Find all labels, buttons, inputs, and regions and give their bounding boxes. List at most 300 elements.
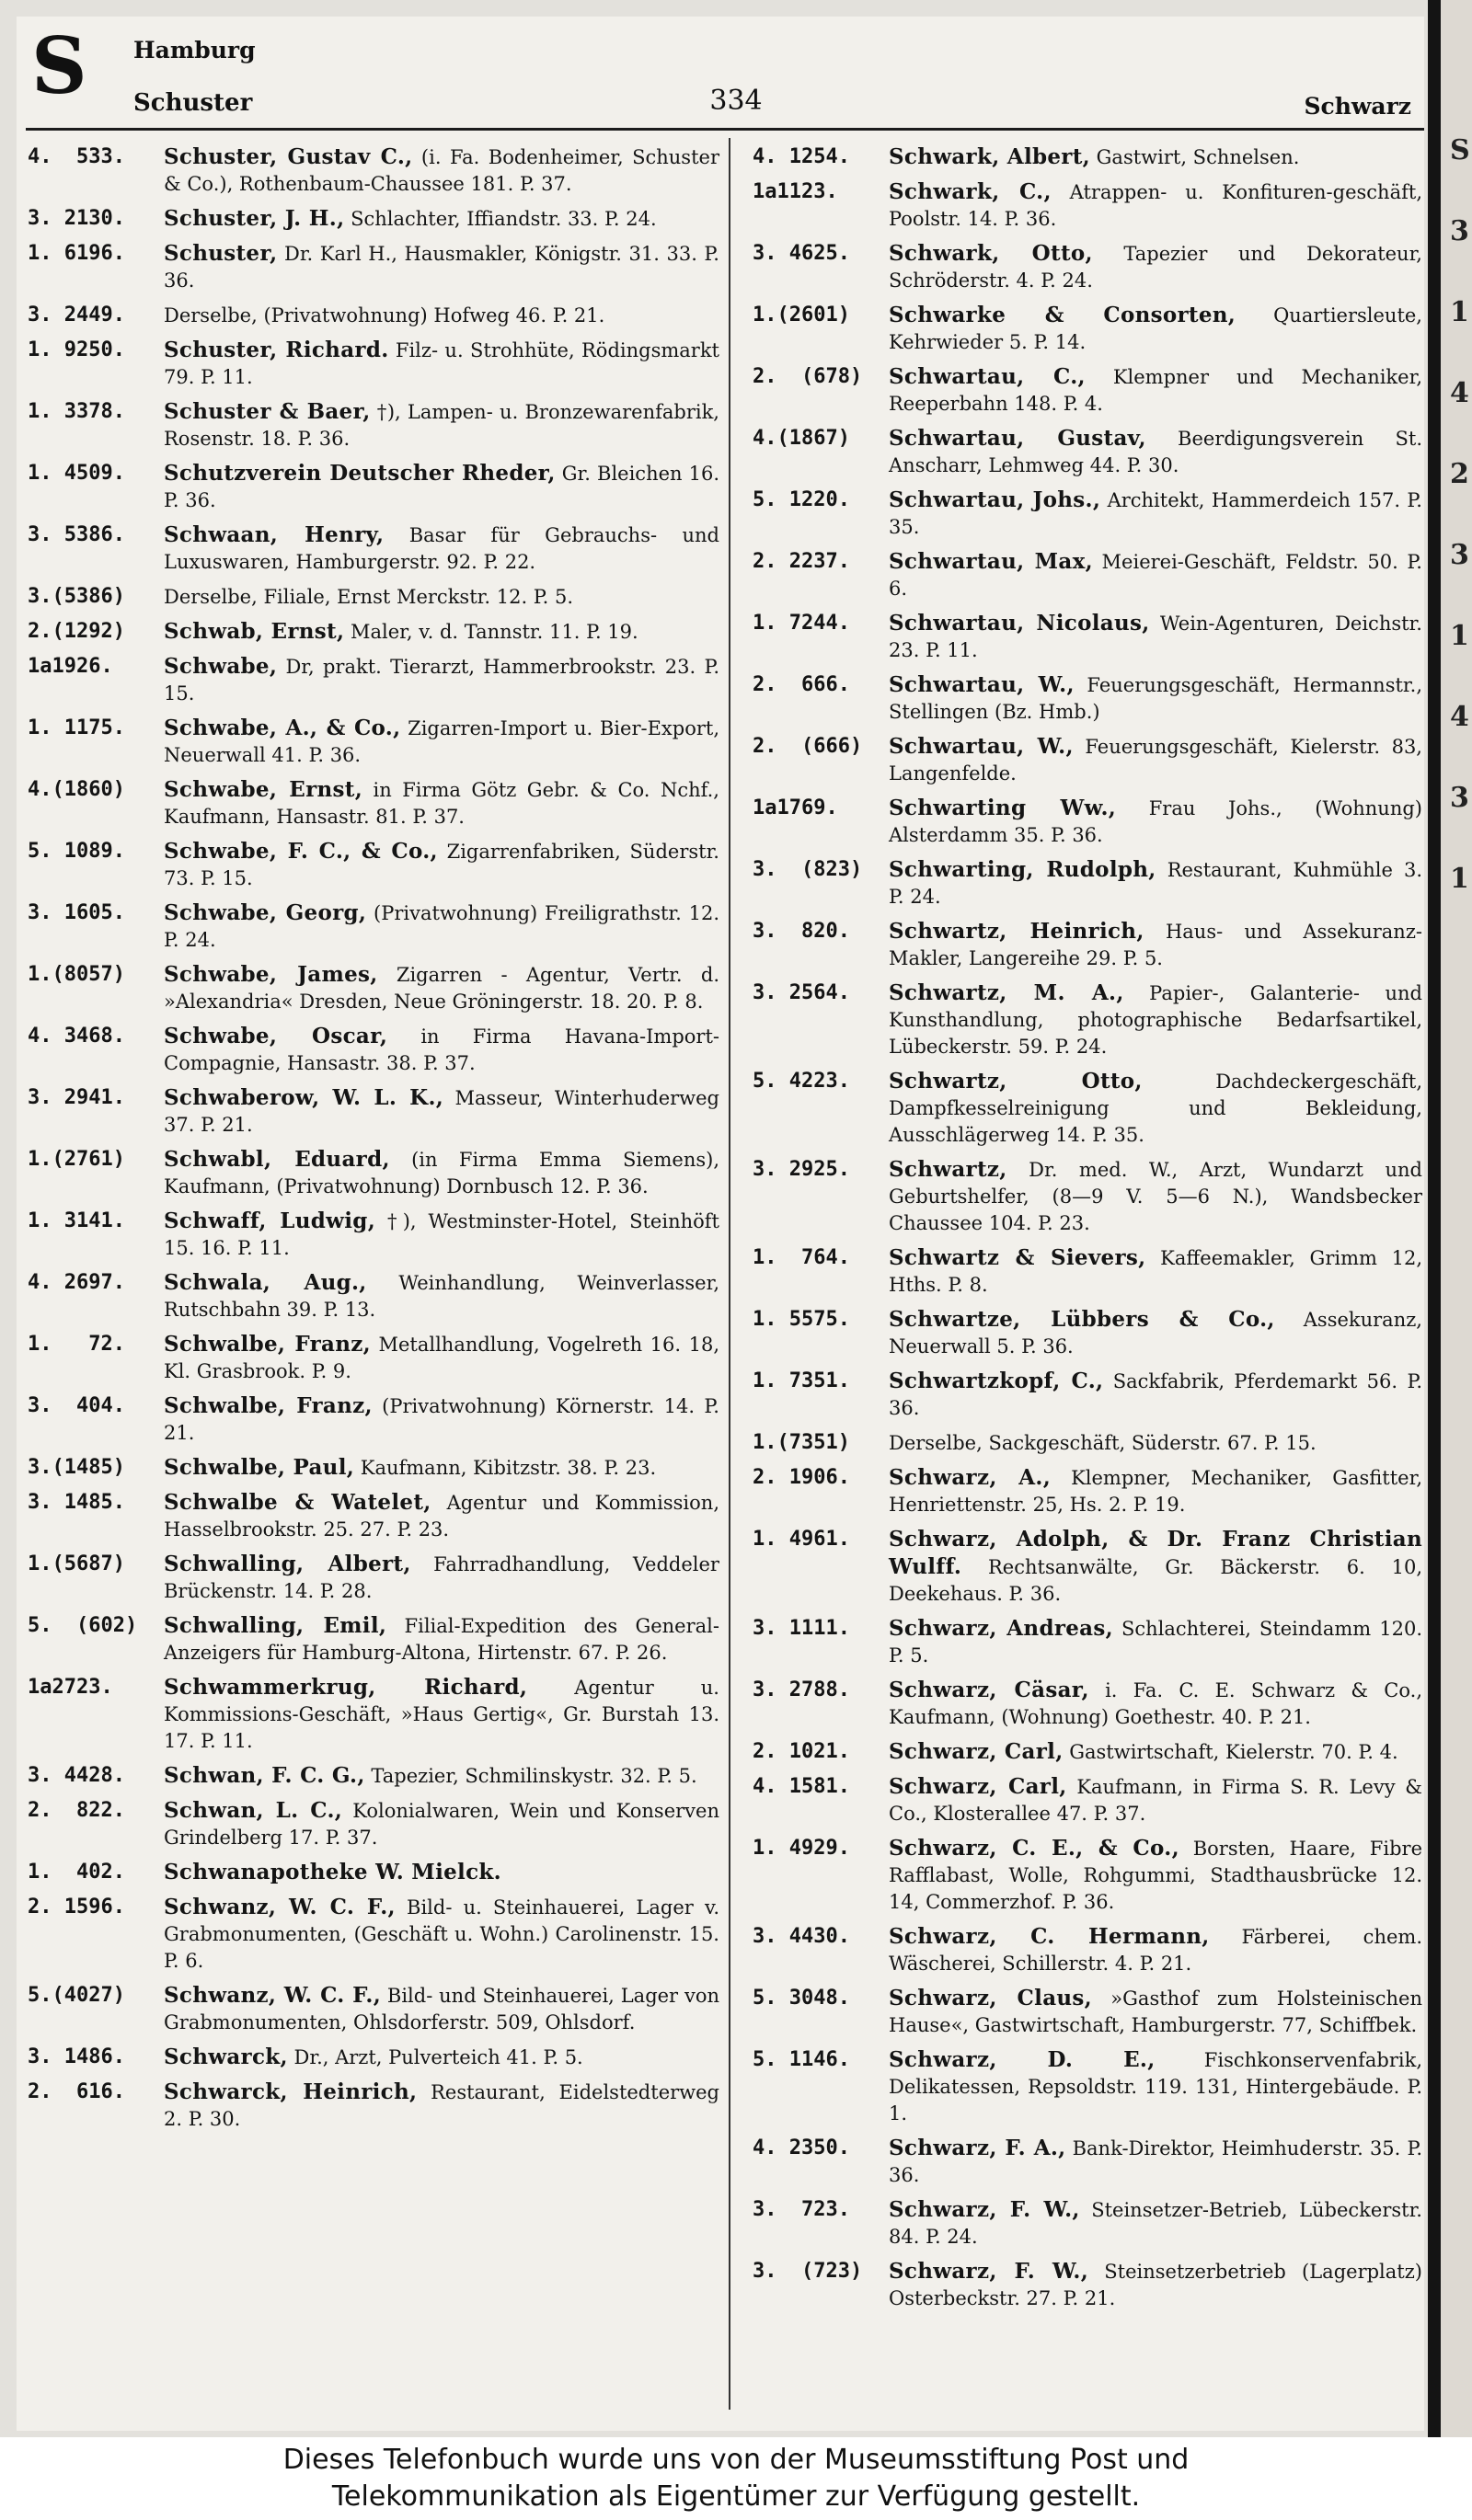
directory-entry <box>28 618 719 646</box>
header-city: Hamburg <box>133 37 256 63</box>
entry-body <box>164 1269 719 1323</box>
entry-body <box>889 1244 1422 1299</box>
phone-number: 4.(1860) <box>28 778 125 801</box>
subscriber-name: Schwarz, A., <box>889 1465 1052 1490</box>
directory-entry <box>28 1612 719 1667</box>
subscriber-details: Sackfabrik, Pferdemarkt 56. P. 36. <box>889 1370 1422 1419</box>
subscriber-details: Bild- und Steinhauerei, Lager von Grabmonumenten, Ohlsdorferstr. 509, Ohlsdorf. <box>164 1985 719 2033</box>
subscriber-details: Kaufmann, in Firma S. R. Levy & Co., Klosterallee 47. P. 37. <box>889 1776 1423 1825</box>
subscriber-name: Schwarz, F. W., <box>889 2197 1080 2222</box>
entry-body <box>889 2135 1422 2189</box>
subscriber-details: Bank-Direktor, Heimhuderstr. 35. P. 36. <box>889 2137 1422 2186</box>
directory-entry <box>753 1738 1422 1766</box>
directory-entry <box>28 583 719 611</box>
phone-number: 1. 3378. <box>28 400 125 423</box>
entry-body <box>164 2079 719 2133</box>
subscriber-details: Basar für Gebrauchs- und Luxuswaren, Hamburgerstr. 92. P. 22. <box>164 524 719 573</box>
subscriber-name: Schwartau, Gustav, <box>889 426 1146 451</box>
subscriber-details: Papier-, Galanterie- und Kunsthandlung, photographische Bedarfsartikel, Lübeckerstr. 59. P. 24. <box>889 982 1422 1058</box>
entry-body <box>164 1762 719 1790</box>
subscriber-name: Schwartz, M. A., <box>889 980 1124 1005</box>
directory-entry <box>28 961 719 1015</box>
subscriber-details: Filz- u. Strohhüte, Rödingsmarkt 79. P. 11. <box>164 339 719 388</box>
entry-body <box>164 1331 719 1385</box>
directory-entry <box>28 1797 719 1851</box>
entry-body <box>889 1429 1422 1457</box>
header-rule <box>26 128 1424 131</box>
subscriber-details: Rechtsanwälte, Gr. Bäckerstr. 6. 10, Deekehaus. P. 36. <box>889 1556 1422 1605</box>
phone-number: 3. 2941. <box>28 1086 125 1109</box>
subscriber-details: Borsten, Haare, Fibre Rafflabast, Wolle, Rohgummi, Stadthausbrücke 12. 14, Commerzhof. P. 36. <box>889 1838 1422 1913</box>
left-column <box>28 143 719 2140</box>
subscriber-name: Schwarting Ww., <box>889 796 1117 820</box>
entry-body <box>164 1551 719 1605</box>
subscriber-name: Schuster, Richard. <box>164 338 389 362</box>
subscriber-details: Derselbe, Sackgeschäft, Süderstr. 67. P. 15. <box>889 1432 1317 1454</box>
column-divider <box>729 138 730 2410</box>
directory-entry <box>753 2196 1422 2251</box>
subscriber-name: Schwanz, W. C. F., <box>164 1895 396 1919</box>
phone-number: 2. 1906. <box>753 1466 850 1489</box>
directory-entry <box>28 1023 719 1077</box>
subscriber-name: Schwarck, <box>164 2045 288 2069</box>
entry-body <box>164 1208 719 1262</box>
entry-body <box>889 2046 1422 2127</box>
subscriber-details: Assekuranz, Neuerwall 5. P. 36. <box>889 1309 1422 1357</box>
subscriber-name: Schwark, Otto, <box>889 241 1093 266</box>
subscriber-details: (Privatwohnung) Körnerstr. 14. P. 21. <box>164 1395 719 1444</box>
subscriber-details: (in Firma Emma Siemens), Kaufmann, (Privatwohnung) Dornbusch 12. P. 36. <box>164 1149 719 1197</box>
subscriber-name: Schwalling, Emil, <box>164 1613 387 1638</box>
subscriber-details: Atrappen- u. Konfituren-geschäft, Poolstr. 14. P. 36. <box>889 181 1422 230</box>
subscriber-name: Schwabe, Oscar, <box>164 1024 388 1048</box>
subscriber-details: Gastwirt, Schnelsen. <box>1096 146 1300 168</box>
directory-entry <box>753 1156 1422 1237</box>
subscriber-details: Derselbe, Filiale, Ernst Merckstr. 12. P. 5. <box>164 586 574 608</box>
directory-entry <box>28 1859 719 1886</box>
subscriber-details: Metallhandlung, Vogelreth 16. 18, Kl. Grasbrook. P. 9. <box>164 1334 720 1382</box>
phone-number: 2. 1596. <box>28 1896 125 1919</box>
directory-entry <box>28 1208 719 1262</box>
directory-entry <box>753 856 1422 911</box>
entry-body <box>889 1156 1422 1237</box>
entry-body <box>164 337 719 391</box>
subscriber-name: Schwabe, Georg, <box>164 900 367 925</box>
subscriber-details: Dachdeckergeschäft, Dampfkesselreinigung und Bekleidung, Ausschlägerweg 14. P. 35. <box>889 1071 1422 1146</box>
subscriber-details: Restaurant, Eidelstedterweg 2. P. 30. <box>164 2081 719 2130</box>
phone-number: 1.(2601) <box>753 304 850 326</box>
entry-body <box>164 1146 719 1200</box>
entry-body <box>164 1454 719 1482</box>
subscriber-name: Schwan, L. C., <box>164 1798 343 1823</box>
phone-number: 2. 616. <box>28 2080 125 2103</box>
subscriber-details: Dr. med. W., Arzt, Wundarzt und Geburtshelfer, (8—9 V. 5—6 N.), Wandsbecker Chaussee 104. P. 23. <box>889 1159 1422 1234</box>
directory-entry <box>28 2079 719 2133</box>
directory-entry <box>28 1146 719 1200</box>
entry-body <box>889 487 1422 541</box>
subscriber-name: Schwalling, Albert, <box>164 1552 411 1576</box>
subscriber-name: Schwarz, Andreas, <box>889 1616 1113 1641</box>
subscriber-name: Schwartau, C., <box>889 364 1086 389</box>
phone-number: 3.(1485) <box>28 1456 125 1479</box>
directory-entry <box>753 178 1422 233</box>
subscriber-name: Schwarz, Adolph, & Dr. Franz Christian Wulff. <box>889 1527 1422 1579</box>
phone-number: 3. 723. <box>753 2198 850 2221</box>
phone-number: 4.(1867) <box>753 427 850 450</box>
subscriber-name: Schwarz, F. A., <box>889 2136 1066 2160</box>
phone-number: 3. (723) <box>753 2260 863 2283</box>
phone-number: 1. 3141. <box>28 1209 125 1232</box>
subscriber-name: Schwarting, Rudolph, <box>889 857 1156 882</box>
directory-entry <box>28 1551 719 1605</box>
entry-body <box>164 1612 719 1667</box>
directory-entry <box>28 1982 719 2036</box>
phone-number: 5. 1089. <box>28 840 125 863</box>
subscriber-name: Schwarz, F. W., <box>889 2259 1089 2284</box>
directory-entry <box>753 1773 1422 1827</box>
subscriber-details: Meierei-Geschäft, Feldstr. 50. P. 6. <box>889 551 1422 600</box>
entry-body <box>164 398 719 452</box>
phone-number: 1a1123. <box>753 180 838 203</box>
phone-number: 3. 1485. <box>28 1491 125 1514</box>
entry-body <box>889 856 1422 911</box>
directory-entry <box>753 671 1422 726</box>
subscriber-details: Masseur, Winterhuderweg 37. P. 21. <box>164 1087 720 1136</box>
entry-body <box>164 1859 719 1886</box>
directory-entry <box>753 487 1422 541</box>
subscriber-details: Kolonialwaren, Wein und Konserven Grindelberg 17. P. 37. <box>164 1800 719 1849</box>
entry-body <box>164 143 719 198</box>
subscriber-details: Feuerungsgeschäft, Hermannstr., Stellingen (Bz. Hmb.) <box>889 674 1422 723</box>
phone-number: 4. 533. <box>28 145 125 168</box>
phone-number: 2. (678) <box>753 365 863 388</box>
entry-body <box>889 425 1422 479</box>
directory-entry <box>753 795 1422 849</box>
directory-entry <box>753 363 1422 418</box>
phone-number: 4. 1254. <box>753 145 850 168</box>
entry-body <box>889 143 1422 171</box>
directory-entry <box>753 1615 1422 1669</box>
directory-entry <box>753 733 1422 787</box>
subscriber-details: »Gasthof zum Holsteinischen Hause«, Gastwirtschaft, Hamburgerstr. 77, Schiffbek. <box>889 1987 1422 2036</box>
directory-entry <box>753 2258 1422 2312</box>
subscriber-name: Schwarke & Consorten, <box>889 303 1236 327</box>
entry-body <box>889 2258 1422 2312</box>
subscriber-name: Schwartau, Max, <box>889 549 1093 574</box>
phone-number: 1a1926. <box>28 655 113 678</box>
directory-entry <box>28 653 719 707</box>
subscriber-name: Schwabe, <box>164 654 278 679</box>
entry-body <box>164 1023 719 1077</box>
directory-entry <box>28 1674 719 1755</box>
phone-number: 3. (823) <box>753 858 863 881</box>
phone-number: 1. 4929. <box>753 1837 850 1860</box>
subscriber-details: (i. Fa. Bodenheimer, Schuster & Co.), Rothenbaum-Chaussee 181. P. 37. <box>164 146 719 195</box>
subscriber-name: Schwalbe, Franz, <box>164 1332 371 1357</box>
entry-body <box>889 795 1422 849</box>
phone-number: 1a1769. <box>753 796 838 819</box>
entry-body <box>164 961 719 1015</box>
subscriber-details: in Firma Götz Gebr. & Co. Nchf., Kaufmann, Hansastr. 81. P. 37. <box>164 779 719 828</box>
directory-entry <box>753 610 1422 664</box>
entry-body <box>164 205 719 233</box>
entry-body <box>889 979 1422 1060</box>
subscriber-details: Färberei, chem. Wäscherei, Schillerstr. 4. P. 21. <box>889 1926 1422 1975</box>
directory-entry <box>28 1489 719 1543</box>
subscriber-name: Schwanz, W. C. F., <box>164 1983 382 2008</box>
phone-number: 2. 666. <box>753 673 850 696</box>
subscriber-name: Schwartau, Nicolaus, <box>889 611 1150 636</box>
subscriber-details: Frau Johs., (Wohnung) Alsterdamm 35. P. 36. <box>889 797 1422 846</box>
directory-entry <box>753 302 1422 356</box>
phone-number: 1. 7244. <box>753 612 850 635</box>
subscriber-details: Agentur und Kommission, Hasselbrookstr. 25. 27. P. 23. <box>164 1492 719 1541</box>
subscriber-name: Schwabe, A., & Co., <box>164 716 401 740</box>
subscriber-details: Fahrradhandlung, Veddeler Brückenstr. 14. P. 28. <box>164 1553 719 1602</box>
phone-number: 3. 820. <box>753 920 850 943</box>
phone-number: 2. 1021. <box>753 1740 850 1763</box>
phone-number: 2. 2237. <box>753 550 850 573</box>
directory-entry <box>28 460 719 514</box>
phone-number: 5. 4223. <box>753 1070 850 1093</box>
phone-number: 1.(2761) <box>28 1148 125 1171</box>
phone-number: 3. 5386. <box>28 523 125 546</box>
subscriber-details: Dr, prakt. Tierarzt, Hammerbrookstr. 23. P. 15. <box>164 656 719 704</box>
directory-entry <box>28 776 719 830</box>
entry-body <box>889 178 1422 233</box>
directory-entry <box>28 1269 719 1323</box>
entry-body <box>164 1982 719 2036</box>
entry-body <box>164 521 719 576</box>
subscriber-details: Klempner und Mechaniker, Reeperbahn 148. P. 4. <box>889 366 1422 415</box>
directory-entry <box>28 1894 719 1975</box>
book-spine <box>1428 0 1441 2437</box>
phone-number: 1.(7351) <box>753 1431 850 1454</box>
phone-number: 2. 822. <box>28 1799 125 1822</box>
subscriber-name: Schwartz, <box>889 1157 1007 1182</box>
subscriber-name: Schwartz, Otto, <box>889 1069 1143 1094</box>
phone-number: 1. 7351. <box>753 1369 850 1392</box>
entry-body <box>889 363 1422 418</box>
entry-body <box>164 776 719 830</box>
subscriber-details: Klempner, Mechaniker, Gasfitter, Henriettenstr. 25, Hs. 2. P. 19. <box>889 1467 1422 1516</box>
phone-number: 3.(5386) <box>28 585 125 608</box>
entry-body <box>164 715 719 769</box>
directory-entry <box>753 2046 1422 2127</box>
phone-number: 3. 4625. <box>753 242 850 265</box>
subscriber-name: Schwarz, Carl, <box>889 1739 1064 1764</box>
subscriber-name: Schwalbe, Paul, <box>164 1455 355 1480</box>
directory-entry <box>753 1244 1422 1299</box>
subscriber-details: Kaffeemakler, Grimm 12, Hths. P. 8. <box>889 1247 1423 1296</box>
phone-number: 1. 4509. <box>28 462 125 485</box>
entry-body <box>889 1615 1422 1669</box>
directory-entry <box>28 838 719 892</box>
directory-entry <box>753 548 1422 602</box>
subscriber-name: Schwarz, D. E., <box>889 2047 1156 2072</box>
phone-number: 1. 6196. <box>28 242 125 265</box>
subscriber-details: †), Westminster-Hotel, Steinhöft 15. 16. P. 11. <box>164 1210 719 1259</box>
directory-entry <box>753 1677 1422 1731</box>
subscriber-details: i. Fa. C. E. Schwarz & Co., Kaufmann, (Wohnung) Goethestr. 40. P. 21. <box>889 1679 1422 1728</box>
phone-number: 5.(4027) <box>28 1984 125 2007</box>
subscriber-name: Schwarck, Heinrich, <box>164 2079 418 2104</box>
entry-body <box>889 1068 1422 1149</box>
subscriber-name: Schwalbe & Watelet, <box>164 1490 431 1515</box>
subscriber-details: Filial-Expedition des General-Anzeigers für Hamburg-Altona, Hirtenstr. 67. P. 26. <box>164 1615 719 1664</box>
right-column <box>753 143 1422 2320</box>
subscriber-details: Restaurant, Kuhmühle 3. P. 24. <box>889 859 1422 908</box>
subscriber-details: Tapezier, Schmilinskystr. 32. P. 5. <box>371 1765 697 1787</box>
footer-line-2: Telekommunikation als Eigentümer zur Verfügung gestellt. <box>331 2480 1141 2513</box>
subscriber-details: Dr. Karl H., Hausmakler, Königstr. 31. 33. P. 36. <box>164 243 719 292</box>
directory-entry <box>28 1392 719 1447</box>
entry-body <box>889 918 1422 972</box>
phone-number: 5. 1220. <box>753 488 850 511</box>
entry-body <box>889 1923 1422 1977</box>
subscriber-name: Schwab, Ernst, <box>164 619 345 644</box>
phone-number: 4. 3468. <box>28 1025 125 1048</box>
subscriber-details: Tapezier und Dekorateur, Schröderstr. 4. P. 24. <box>889 243 1422 292</box>
entry-body <box>164 899 719 954</box>
subscriber-details: Bild- u. Steinhauerei, Lager v. Grabmonumenten, (Geschäft u. Wohn.) Carolinenstr. 15. P. 6. <box>164 1896 719 1972</box>
entry-body <box>889 548 1422 602</box>
subscriber-name: Schwarz, C. Hermann, <box>889 1924 1210 1949</box>
phone-number: 3. 4430. <box>753 1925 850 1948</box>
subscriber-name: Schwark, Albert, <box>889 144 1090 169</box>
directory-entry <box>28 1454 719 1482</box>
entry-body <box>889 240 1422 294</box>
header-last-name: Schwarz <box>1304 93 1411 120</box>
entry-body <box>164 2044 719 2071</box>
subscriber-name: Schwartau, W., <box>889 734 1074 759</box>
subscriber-name: Schwarz, Carl, <box>889 1774 1067 1799</box>
entry-body <box>889 1526 1422 1608</box>
entry-body <box>889 1464 1422 1518</box>
entry-body <box>889 610 1422 664</box>
phone-number: 3. 1605. <box>28 901 125 924</box>
subscriber-name: Schwaff, Ludwig, <box>164 1208 375 1233</box>
phone-number: 2. (666) <box>753 735 863 758</box>
directory-entry <box>28 1331 719 1385</box>
directory-entry <box>28 899 719 954</box>
subscriber-details: Gastwirtschaft, Kielerstr. 70. P. 4. <box>1069 1741 1398 1763</box>
subscriber-name: Schwabl, Eduard, <box>164 1147 390 1172</box>
phone-number: 1. 764. <box>753 1246 850 1269</box>
directory-entry <box>753 425 1422 479</box>
subscriber-details: Beerdigungsverein St. Anscharr, Lehmweg 44. P. 30. <box>889 428 1422 476</box>
phone-number: 1. 72. <box>28 1333 125 1356</box>
entry-body <box>889 1835 1422 1916</box>
directory-entry <box>28 302 719 329</box>
subscriber-name: Schuster, <box>164 241 278 266</box>
subscriber-details: Steinsetzerbetrieb (Lagerplatz) Osterbeckstr. 27. P. 21. <box>889 2261 1422 2309</box>
subscriber-name: Schuster & Baer, <box>164 399 371 424</box>
footer-notice <box>0 2437 1472 2520</box>
subscriber-name: Schuster, J. H., <box>164 206 345 231</box>
phone-number: 3. 2788. <box>753 1678 850 1701</box>
subscriber-details: Haus- und Assekuranz-Makler, Langereihe 29. P. 5. <box>889 921 1422 969</box>
subscriber-details: Wein-Agenturen, Deichstr. 23. P. 11. <box>889 613 1422 661</box>
directory-entry <box>753 1068 1422 1149</box>
subscriber-name: Schutzverein Deutscher Rheder, <box>164 461 556 486</box>
entry-body <box>889 1985 1422 2039</box>
subscriber-name: Schwabe, James, <box>164 962 378 987</box>
entry-body <box>889 733 1422 787</box>
subscriber-name: Schwarz, Cäsar, <box>889 1678 1089 1702</box>
phone-number: 2.(1292) <box>28 620 125 643</box>
entry-body <box>889 302 1422 356</box>
phone-number: 5. (602) <box>28 1614 138 1637</box>
footer-line-1: Dieses Telefonbuch wurde uns von der Museumsstiftung Post und <box>282 2444 1190 2476</box>
entry-body <box>889 671 1422 726</box>
subscriber-details: Schlachter, Iffiandstr. 33. P. 24. <box>351 208 657 230</box>
entry-body <box>164 460 719 514</box>
phone-number: 3. 1111. <box>753 1617 850 1640</box>
subscriber-details: Schlachterei, Steindamm 120. P. 5. <box>889 1618 1422 1667</box>
subscriber-name: Schwabe, Ernst, <box>164 777 363 802</box>
directory-entry <box>753 979 1422 1060</box>
subscriber-name: Schwartz, Heinrich, <box>889 919 1144 944</box>
entry-body <box>164 1084 719 1139</box>
directory-entry <box>753 1306 1422 1360</box>
phone-number: 5. 1146. <box>753 2048 850 2071</box>
entry-body <box>164 618 719 646</box>
subscriber-name: Schwarz, C. E., & Co., <box>889 1836 1179 1861</box>
phone-number: 3. 2449. <box>28 304 125 326</box>
entry-body <box>164 1392 719 1447</box>
entry-body <box>164 583 719 611</box>
entry-body <box>164 1674 719 1755</box>
section-letter: S <box>31 20 87 111</box>
phone-number: 1a2723. <box>28 1676 113 1699</box>
directory-entry <box>28 1084 719 1139</box>
entry-body <box>164 1894 719 1975</box>
directory-entry <box>753 918 1422 972</box>
subscriber-name: Schuster, Gustav C., <box>164 144 413 169</box>
subscriber-details: Architekt, Hammerdeich 157. P. 35. <box>889 489 1422 538</box>
directory-entry <box>753 1464 1422 1518</box>
phone-number: 1.(8057) <box>28 963 125 986</box>
phone-number: 1.(5687) <box>28 1552 125 1575</box>
entry-body <box>889 1738 1422 1766</box>
directory-entry <box>28 337 719 391</box>
subscriber-details: Dr., Arzt, Pulverteich 41. P. 5. <box>293 2046 583 2068</box>
phone-number: 3. 2130. <box>28 207 125 230</box>
phone-number: 1. 9250. <box>28 338 125 361</box>
subscriber-details: Weinhandlung, Weinverlasser, Rutschbahn 39. P. 13. <box>164 1272 719 1321</box>
phone-number: 1. 4961. <box>753 1528 850 1551</box>
subscriber-name: Schwaberow, W. L. K., <box>164 1085 444 1110</box>
phone-number: 1. 5575. <box>753 1308 850 1331</box>
next-page-letters: S 3 1 4 2 3 1 4 3 1 <box>1450 134 1470 895</box>
directory-entry <box>753 143 1422 171</box>
entry-body <box>164 653 719 707</box>
subscriber-name: Schwartz & Sievers, <box>889 1245 1146 1270</box>
directory-entry <box>28 143 719 198</box>
subscriber-details: Derselbe, (Privatwohnung) Hofweg 46. P. 21. <box>164 304 605 326</box>
entry-body <box>164 838 719 892</box>
directory-entry <box>753 1368 1422 1422</box>
entry-body <box>164 1489 719 1543</box>
subscriber-name: Schwarz, Claus, <box>889 1986 1092 2010</box>
directory-entry <box>753 2135 1422 2189</box>
subscriber-name: Schwammerkrug, Richard, <box>164 1675 528 1700</box>
subscriber-name: Schwala, Aug., <box>164 1270 367 1295</box>
directory-entry <box>28 521 719 576</box>
subscriber-details: Zigarrenfabriken, Süderstr. 73. P. 15. <box>164 841 719 889</box>
subscriber-details: Zigarren-Import u. Bier-Export, Neuerwall 41. P. 36. <box>164 717 719 766</box>
